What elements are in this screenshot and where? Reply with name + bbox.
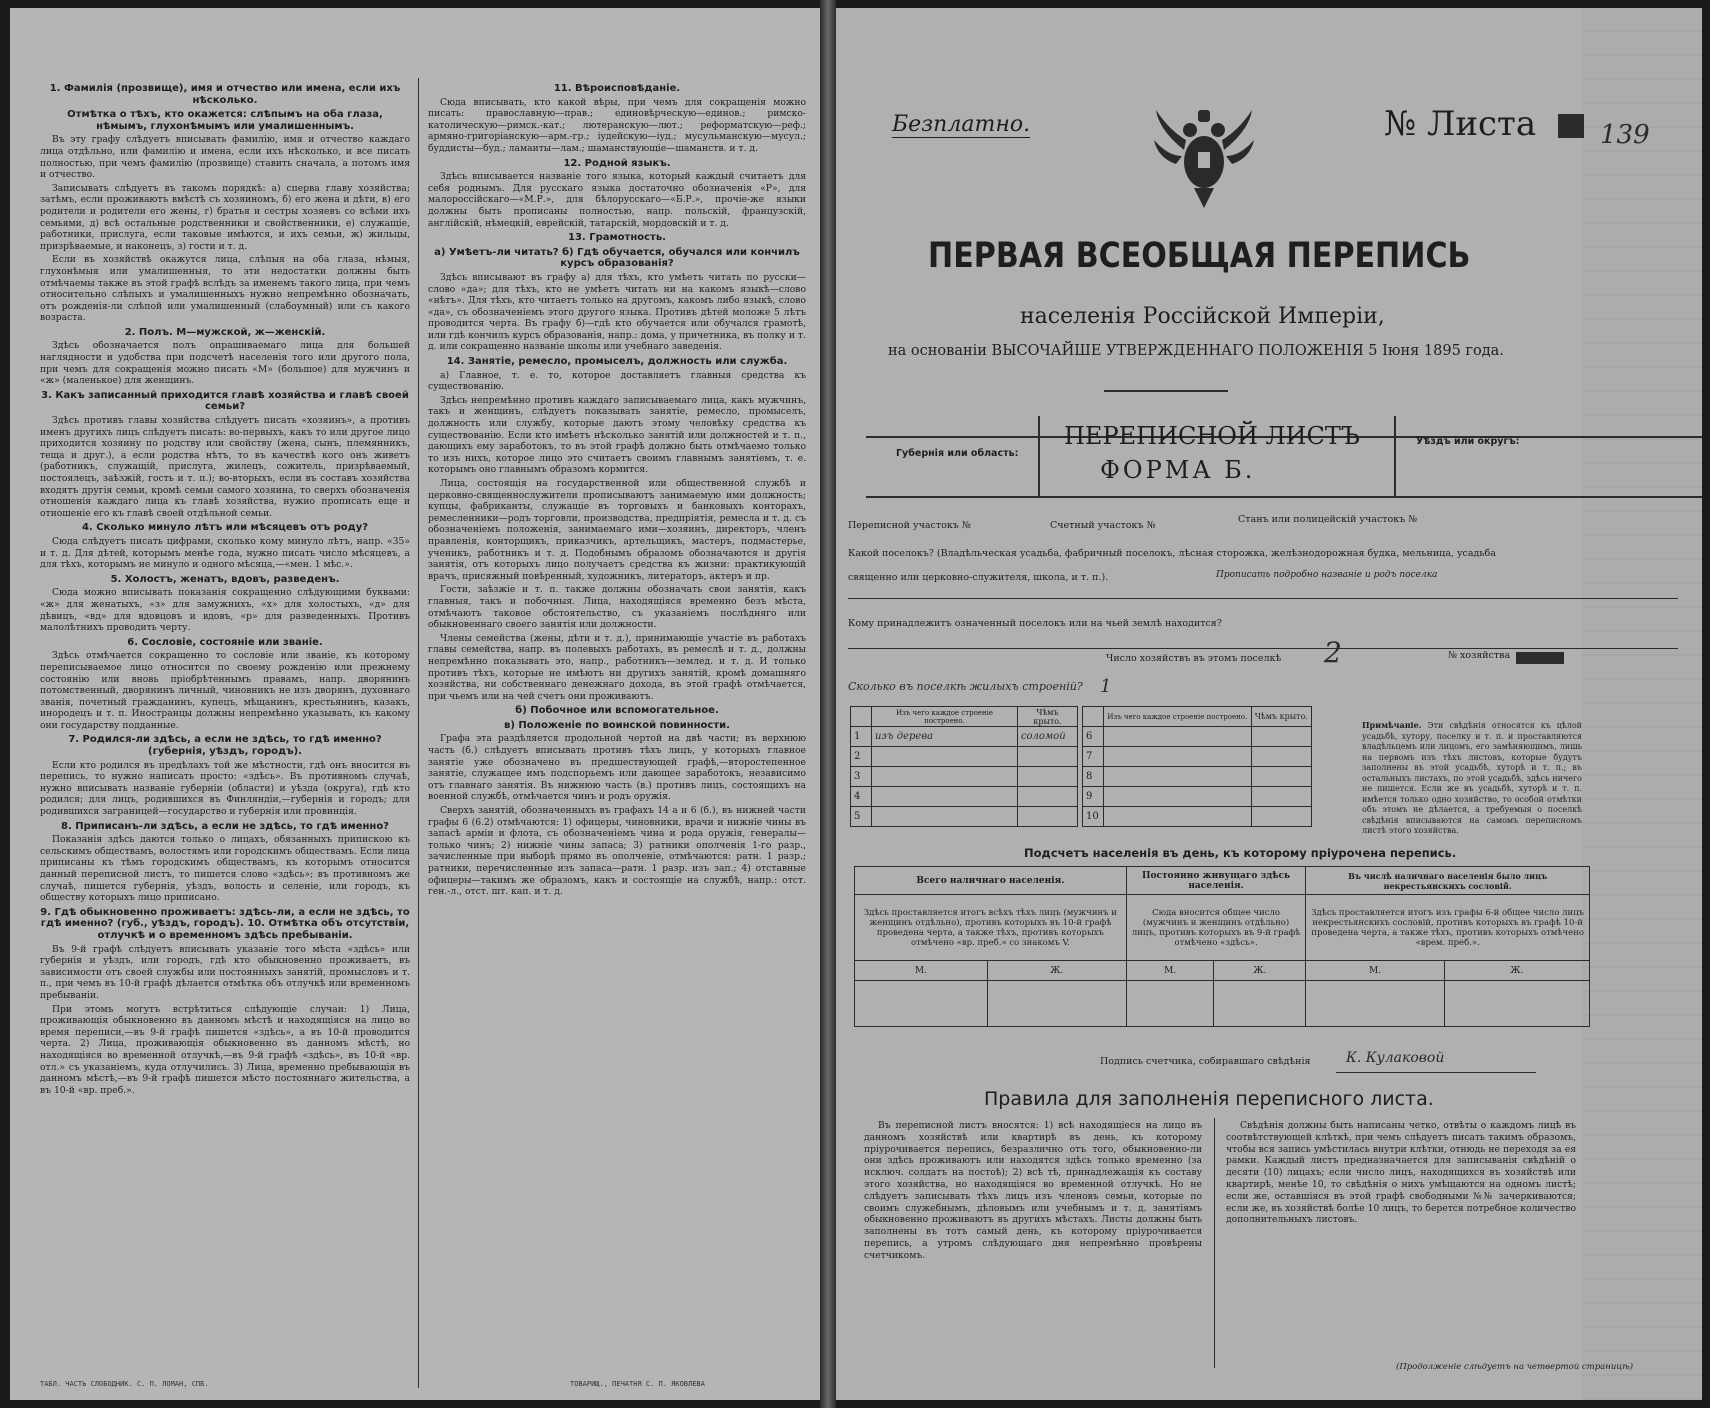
instruction-paragraph: Лица, состоящія на государственной или общественной службѣ и церковно-священнослужители прописываютъ занимаемую ими должность; купцы, фабриканты, служащіе въ торговыхъ и банковыхъ конторахъ, ремесленники—родъ торговли, производства, предпріятія, ремесла и т. д. съ обозначеніемъ положенія, занимаемаго ими—хозяинъ, директоръ, членъ правленія, конторщикъ, приказчикъ, артельщикъ, мастеръ, подмастерье, ученикъ, работникъ и т. д. Подобнымъ образомъ обозначаются и другія занятія, отъ которыхъ лицо получаетъ средства къ жизни: практикующій врачъ, присяжный повѣренный, художникъ, литераторъ, актеръ и пр. bbox=[428, 478, 806, 582]
population-count-title: Подсчетъ населенія въ день, къ которому пріурочена перепись. bbox=[1024, 846, 1457, 860]
printer-imprint-right: ТОВАРИЩ., ПЕЧАТНЯ С. П. ЯКОВЛЕВА bbox=[570, 1380, 705, 1388]
buildings-value: 1 bbox=[1100, 676, 1112, 697]
buildings-table-right: Изъ чего каждое строеніе построено. Чѣмъ крыто. 6 7 8 9 10 bbox=[1082, 706, 1312, 827]
instruction-heading: а) Умѣетъ-ли читать? б) Гдѣ обучается, обучался или кончилъ курсъ образованія? bbox=[434, 246, 800, 270]
instruction-paragraph: Здѣсь противъ главы хозяйства слѣдуетъ писать «хозяинъ», а противъ именъ другихъ лицъ слѣдуетъ писать: во-первыхъ, какъ то или другое лицо приходится хозяину по родству или свойству (жена, сынъ, племянникъ, теща и друг.), а если родства нѣтъ, то въ качествѣ кого онъ живетъ (работникъ, служащій, прислуга, жилецъ, сожитель, призрѣваемый, постоялецъ, заѣзжій, гость и т. п.); во-вторыхъ, если въ составъ хозяйства входятъ другія семьи, кромѣ семьи самого хозяина, то сверхъ обозначенія отношенія каждаго лица къ главѣ хозяйства, нужно прописать еще и отношеніе его къ главѣ своей отдѣльной семьи. bbox=[40, 415, 410, 519]
double-headed-eagle-icon bbox=[1154, 100, 1254, 210]
enumerator-signature-label: Подпись счетчика, собиравшаго свѣдѣнія bbox=[1100, 1056, 1311, 1067]
instruction-paragraph: Здѣсь отмѣчается сокращенно то сословіе или званіе, къ которому переписываемое лицо относится по своему рожденію или прежнему состоянію или вновь пріобрѣтеннымъ правамъ, напр. дворянинъ потомственный, дворянинъ личный, чиновникъ не изъ дворянъ, духовнаго званія, почетный гражданинъ, купецъ, мѣщанинъ, крестьянинъ, казакъ, инородецъ и т. п. Иностранцы должны непремѣнно указывать, къ какому они государству подданные. bbox=[40, 650, 410, 731]
buildings-table-left: Изъ чего каждое строеніе построено. Чѣмъ крыто. 1 изъ дерева соломой 2 3 4 5 bbox=[850, 706, 1078, 827]
sheet-number-redaction bbox=[1558, 114, 1584, 138]
instruction-paragraph: Здѣсь вписывают въ графу а) для тѣхъ, кто умѣетъ читать по русски—слово «да»; для тѣхъ, кто не умѣетъ читать ни на какомъ языкѣ—слово «нѣтъ». Для тѣхъ, кто читаетъ только на другомъ, какомъ либо языкѣ, слово «да», съ обозначеніемъ этого другого языка. Противъ дѣтей моложе 5 лѣтъ проводится черта. Въ графу б)—гдѣ кто обучается или обучался грамотѣ, или гдѣ кончилъ курсъ образованія, напр.: дома, у причетника, въ полку и т. д. или сокращенно названіе школы или учебнаго заведенія. bbox=[428, 271, 806, 353]
gubernia-label: Губернія или область: bbox=[896, 448, 1019, 459]
rules-continued-note: (Продолженіе слѣдуетъ на четвертой страницѣ) bbox=[1396, 1362, 1634, 1372]
instruction-paragraph: Здѣсь обозначается полъ опрашиваемаго лица для большей наглядности и удобства при подсчетѣ населенія того или другого пола, при чемъ для сокращенія можно писать «М» (большое) для мужчинъ и «ж» (маленькое) для женщинъ. bbox=[40, 340, 410, 387]
instruction-heading: 8. Приписанъ-ли здѣсь, а если не здѣсь, то гдѣ именно? bbox=[61, 820, 389, 832]
note-block: Примѣчаніе. Эти свѣдѣнія относятся къ цѣлой усадьбѣ, хутору, поселку и т. п. и проставляются владѣльцемъ или лицомъ, его замѣняющимъ, лишь на первомъ изъ тѣхъ листовъ, которые будутъ заполнены въ этой усадьбѣ, хуторѣ и т. п.; въ остальныхъ листахъ, по этой усадьбѣ, здѣсь ничего не пишется. Если же въ усадьбѣ, хуторѣ и т. п. имѣется только одно хозяйство, то особой отмѣтки объ этомъ не дѣлается, а требуемыя о поселкѣ свѣдѣнія вписываются на самомъ переписномъ листѣ этого хозяйства. bbox=[1362, 720, 1582, 835]
enumerator-signature-value: К. Кулаковой bbox=[1346, 1050, 1445, 1066]
form-title: ПЕРЕПИСНОЙ ЛИСТЪ bbox=[1064, 422, 1360, 450]
instruction-heading: 5. Холостъ, женатъ, вдовъ, разведенъ. bbox=[110, 573, 340, 585]
census-subtitle: населенія Россійской Имперіи, bbox=[1020, 304, 1385, 329]
population-count-table: Всего наличнаго населенія. Постоянно живущаго здѣсь населенія. Въ числѣ наличнаго населенія было лицъ некрестьянскихъ сословій. Здѣсь проставляется итогъ всѣхъ тѣхъ лицъ (мужчинъ и женщинъ отдѣльно), противъ которыхъ въ 10-й графѣ проведена черта, а также тѣхъ, противъ которыхъ отмѣчено «вр. преб.» со знакомъ V. Сюда вносится общее число (мужчинъ и женщинъ отдѣльно) лицъ, противъ которыхъ въ 9-й графѣ отмѣчено «здѣсь». Здѣсь проставляется итогъ изъ графы 6-й общее число лицъ некрестьянскихъ сословій, противъ которыхъ въ графѣ 10-й проведена черта, а также тѣхъ, противъ которыхъ отмѣчено «врем. преб.». М. Ж. М. Ж. М. Ж. bbox=[854, 866, 1590, 1027]
instruction-paragraph: Въ 9-й графѣ слѣдуетъ вписывать указаніе того мѣста «здѣсь» или губернія и уѣздъ, или городъ, гдѣ кто обыкновенно проживаетъ, въ зависимости отъ своей службы или постоянныхъ занятій, промысловъ и т. п., при чемъ въ 10-й графѣ дѣлается отмѣтка объ отлучкѣ или временномъ пребываніи. bbox=[40, 943, 410, 1001]
instruction-paragraph: Члены семейства (жены, дѣти и т. д.), принимающіе участіе въ работахъ главы семейства, напр. въ полевыхъ работахъ, въ ремеслѣ и т. д., должны непремѣнно показывать это, напр., работникъ—землед. и т. д. И только противъ тѣхъ, которые не имѣютъ ни другихъ занятій, кромѣ домашняго хозяйства, ни собственнаго денежнаго дохода, въ этой графѣ отмѣчается, при чьемъ или на чей счетъ они проживаютъ. bbox=[428, 632, 806, 702]
buildings-label: Сколько въ поселкѣ жилыхъ строеній? bbox=[848, 680, 1083, 693]
instruction-paragraph: При этомъ могутъ встрѣтиться слѣдующіе случаи: 1) Лица, проживающія обыкновенно въ данномъ мѣстѣ и находящіяся на лицо во время переписи,—въ 9-й графѣ пишется «здѣсь», а въ 10-й проводится черта. 2) Лица, проживающія обыкновенно въ данномъ мѣстѣ, но находящіяся во временной отлучкѣ,—въ 9-й графѣ «здѣсь», въ 10-й «вр. отл.» съ указаніемъ, куда отлучились. 3) Лица, временно пребывающія въ данномъ мѣстѣ,—въ 9-й графѣ пишется мѣсто постояннаго жительства, а въ 10-й «вр. преб.». bbox=[40, 1003, 410, 1096]
sheet-number-handwritten: 139 bbox=[1600, 120, 1650, 150]
building-row: 4 bbox=[851, 787, 1078, 807]
instruction-heading: 14. Занятіе, ремесло, промыселъ, должность или служба. bbox=[446, 356, 788, 368]
instruction-heading: 11. Вѣроисповѣданіе. bbox=[553, 83, 681, 94]
building-row: 7 bbox=[1083, 747, 1312, 767]
column-divider bbox=[418, 78, 419, 1388]
building-row: 10 bbox=[1083, 807, 1312, 827]
instruction-heading: 9. Гдѣ обыкновенно проживаетъ: здѣсь-ли, а если не здѣсь, то гдѣ именно? (губ., уѣздъ, городъ). 10. Отмѣтка объ отсутствіи, отлучкѣ и о временномъ здѣсь пребываніи. bbox=[40, 906, 410, 941]
page-stack-edge bbox=[1582, 8, 1702, 1400]
printer-imprint-left: ТАБЛ. ЧАСТЬ СЛОБОДНИК. С. П. ЛОМАН, СПБ. bbox=[40, 1380, 209, 1388]
rules-left-text: Въ переписной листъ вносятся: 1) всѣ находящіеся на лицо въ данномъ хозяйствѣ или квартирѣ въ день, къ которому пріурочивается перепись, безразлично отъ того, обыкновенно-ли они здѣсь проживаютъ или находятся здѣсь только временно (за исключ. солдатъ на постоѣ); 2) всѣ тѣ, принадлежащія къ составу этого хозяйства, но находящіяся во временной отлучкѣ. Но не слѣдуетъ записывать тѣхъ лицъ изъ членовъ семьи, которые по своимъ служебнымъ, дѣловымъ или учебнымъ и т. д. занятіямъ обыкновенно проживаютъ въ другихъ мѣстахъ. Листы должны быть заполнены въ тотъ самый день, къ которому пріурочивается перепись, а утромъ слѣдующаго дня непремѣнно провѣрены счетчикомъ. bbox=[864, 1120, 1202, 1261]
household-number-label: № хозяйства bbox=[1448, 650, 1511, 661]
instruction-paragraph: Сюда можно вписывать показанія сокращенно слѣдующими буквами: «ж» для женатыхъ, «з» для замужнихъ, «х» для холостыхъ, «д» для дѣвицъ, «вд» для вдовцовъ и вдовъ, «р» для разведенныхъ. Противъ малолѣтнихъ проводить черту. bbox=[40, 587, 410, 634]
instruction-heading: Отмѣтка о тѣхъ, кто окажется: слѣпымъ на оба глаза, нѣмымъ, глухонѣмымъ или умалишеннымъ. bbox=[67, 109, 383, 132]
book-spine bbox=[820, 0, 836, 1408]
right-page bbox=[836, 8, 1702, 1400]
police-district-label: Станъ или полицейскій участокъ № bbox=[1238, 514, 1418, 525]
regulation-line: на основаніи ВЫСОЧАЙШЕ УТВЕРЖДЕННАГО ПОЛОЖЕНІЯ 5 Іюня 1895 года. bbox=[888, 343, 1504, 359]
households-value: 2 bbox=[1324, 636, 1342, 669]
instruction-paragraph: Гости, заѣзжіе и т. п. также должны обозначать свои занятія, какъ главныя, такъ и побочныя. Лица, находящіяся временно безъ мѣста, отмѣчаютъ таковое обстоятельство, съ указаніемъ послѣдняго или обыкновеннаго своего занятія или должности. bbox=[428, 584, 806, 631]
instruction-paragraph: Сюда слѣдуетъ писать цифрами, сколько кому минуло лѣтъ, напр. «35» и т. д. Для дѣтей, которымъ менѣе года, нужно писать число мѣсяцевъ, а для тѣхъ, которымъ не минуло и одного мѣсяца,—«мен. 1 мѣс.». bbox=[40, 535, 410, 571]
instruction-paragraph: Въ эту графу слѣдуетъ вписывать фамилію, имя и отчество каждаго лица отдѣльно, или фамилію и имена, если ихъ нѣсколько, и все писать полностью, при чемъ фамилію (прозвище) ставить сначала, а потомъ имя и отчество. bbox=[40, 134, 410, 181]
instruction-paragraph: Здѣсь вписывается названіе того языка, который каждый считаетъ для себя роднымъ. Для русскаго языка достаточно обозначенія «Р», для малороссійскаго—«М.Р.», для бѣлорусскаго—«Б.Р.», прочіе-же языки должны быть прописаны полностью, напр. польскій, французскій, англійскій, нѣмецкій, еврейскій, татарскій, мордовскій и т. д. bbox=[428, 171, 806, 229]
left-page bbox=[10, 8, 820, 1400]
building-row: 3 bbox=[851, 767, 1078, 787]
settlement-question: Какой поселокъ? (Владѣльческая усадьба, фабричный поселокъ, лѣсная сторожка, желѣзнодорожная будка, мельница, усадьба священно или церковно-служителя, школа, и т. п.). bbox=[848, 548, 1496, 583]
building-row: 1 изъ дерева соломой bbox=[851, 727, 1078, 747]
census-title: ПЕРВАЯ ВСЕОБЩАЯ ПЕРЕПИСЬ bbox=[928, 236, 1471, 276]
instruction-heading: 4. Сколько минуло лѣтъ или мѣсяцевъ отъ роду? bbox=[81, 522, 369, 534]
instruction-paragraph: Сверхъ занятій, обозначенныхъ въ графахъ 14 а и 6 (б.), въ нижней части графы 6 (6.2) отмѣчаются: 1) офицеры, чиновники, врачи и нижніе чины въ запасѣ арміи и флота, съ обозначеніемъ чина и рода оружія, генералы—только чинъ; 2) нижніе чины запаса; 3) ратники ополченія 1-го разр., зачисленные при выборѣ прямо въ ополченіе, отмѣчаются: ратн. 1 разр.; ратники, перечисленные изъ запаса—ратн. 1 разр. изъ зап.; 4) отставные офицеры—такимъ же образомъ, какъ и состоящіе на службѣ, напр.: отст. ген.-л., отст. шт. кап. и т. д. bbox=[428, 805, 806, 898]
instruction-paragraph: Если кто родился въ предѣлахъ той же мѣстности, гдѣ онъ вносится въ перепись, то нужно написать просто: «здѣсь». Въ противномъ случаѣ, нужно вписывать названіе губерніи (области) и уѣзда (округа), гдѣ кто родился; для лицъ, родившихся въ Финляндіи,—губернія и городъ; для родившихся заграницей—государство и губернія или провинція. bbox=[40, 759, 410, 818]
instruction-heading: в) Положеніе по воинской повинности. bbox=[504, 719, 730, 731]
rules-title: Правила для заполненія переписного листа. bbox=[984, 1088, 1434, 1110]
census-district-label: Переписной участокъ № bbox=[848, 520, 971, 531]
settlement-hint: Прописать подробно названіе и родъ поселка bbox=[1216, 570, 1438, 580]
rules-right-text: Свѣдѣнія должны быть написаны четко, отвѣты о каждомъ лицѣ въ соотвѣтствующей клѣткѣ, при чемъ слѣдуетъ писать такимъ образомъ, чтобы вся запись умѣстилась внутри клѣтки, отнюдь не переходя за ея рамки. Каждый листъ предназначается для записыванія свѣдѣній о десяти (10) лицахъ; если число лицъ, находящихся въ хозяйствѣ или квартирѣ, менѣе 10, то свѣдѣнія о нихъ умѣщаются на одномъ листѣ; если же, оставшіяся въ этой графѣ свободными №№ зачеркиваются; если же, въ хозяйствѣ болѣе 10 лицъ, то берется потребное количество дополнительныхъ листовъ. bbox=[1226, 1120, 1576, 1226]
instruction-heading: 6. Сословіе, состояніе или званіе. bbox=[127, 636, 323, 648]
instruction-heading: 12. Родной языкъ. bbox=[563, 157, 671, 169]
instruction-paragraph: Здѣсь непремѣнно противъ каждаго записываемаго лица, какъ мужчинъ, такъ и женщинъ, слѣдуетъ показывать занятіе, ремесло, промыселъ, должность или службу, которые даютъ этому человѣку средства къ существованію. Если кто имѣетъ нѣсколько занятій или должностей и т. п., дающихъ ему заработокъ, то въ этой графѣ должно быть отмѣчаемо только то изъ нихъ, которое лицо это считаетъ своимъ главнымъ занятіемъ, т. е. которымъ оно главнымъ образомъ кормится. bbox=[428, 394, 806, 476]
instruction-heading: б) Побочное или вспомогательное. bbox=[515, 705, 719, 717]
instructions-column-1 bbox=[40, 80, 410, 1098]
instructions-column-2 bbox=[428, 80, 806, 900]
building-row: 6 bbox=[1083, 727, 1312, 747]
households-label: Число хозяйствъ въ этомъ поселкѣ bbox=[1106, 653, 1282, 664]
instruction-heading: 1. Фамилія (прозвище), имя и отчество или имена, если ихъ нѣсколько. bbox=[49, 83, 401, 106]
instruction-heading: 7. Родился-ли здѣсь, а если не здѣсь, то гдѣ именно? (губернія, уѣздъ, городъ). bbox=[68, 734, 382, 758]
building-row: 9 bbox=[1083, 787, 1312, 807]
instruction-paragraph: Показанія здѣсь даются только о лицахъ, обязанныхъ припискою къ сельскимъ обществамъ, волостямъ или городскимъ обществамъ. Если лица приписаны къ тѣмъ городскимъ обществамъ, къ которымъ относится данный переписной листъ, то пишется слово «здѣсь»; въ противномъ же случаѣ, пишется губернія, уѣздъ, волость и селеніе, или городъ, къ обществу которыхъ лицо приписано. bbox=[40, 834, 410, 904]
instruction-paragraph: а) Главное, т. е. то, которое доставляетъ главныя средства къ существованію. bbox=[428, 369, 806, 393]
building-row: 8 bbox=[1083, 767, 1312, 787]
instruction-paragraph: Если въ хозяйствѣ окажутся лица, слѣпыя на оба глаза, нѣмыя, глухонѣмыя или умалишенныя, то эти недостатки должны быть отмѣчаемы также въ этой графѣ вслѣдъ за именемъ такого лица, при чемъ относительно слѣпыхъ и умалишенныхъ нужно непремѣнно обозначать, отъ рожденія-ли слѣпой или умалишенный (слабоумный) или съ какого возраста. bbox=[40, 254, 410, 324]
land-owner-question: Кому принадлежитъ означенный поселокъ или на чьей землѣ находится? bbox=[848, 618, 1222, 629]
instruction-paragraph: Сюда вписывать, кто какой вѣры, при чемъ для сокращенія можно писать: православную—прав.; единовѣрческую—единов.; римско-католическую—римск.-кат.; лютеранскую—лют.; реформатскую—реф.; армяно-григоріанскую—арм.-гр.; іудейскую—іуд.; мусульманскую—мусул.; буддисты—буд.; ламаиты—лам.; шаманствующіе—шаманств. и т. д. bbox=[428, 96, 806, 154]
free-label: Безплатно. bbox=[892, 112, 1031, 137]
instruction-heading: 3. Какъ записанный приходится главѣ хозяйства и главѣ своей семьи? bbox=[41, 389, 409, 413]
uezd-label: Уѣздъ или округъ: bbox=[1416, 436, 1520, 447]
sheet-number-label: № Листа bbox=[1384, 104, 1537, 144]
form-subtitle: ФОРМА Б. bbox=[1100, 456, 1256, 484]
building-row: 2 bbox=[851, 747, 1078, 767]
instruction-paragraph: Записывать слѣдуетъ въ такомъ порядкѣ: а) сперва главу хозяйства; затѣмъ, если проживаютъ вмѣстѣ съ хозяиномъ, б) его жена и дѣти, в) его родители и родители его жены, г) братья и сестры хозяевъ со всѣми ихъ семьями, д) всѣ остальные родственники и свойственники, е) служащіе, работники, прислуга, если таковые имѣются, и ихъ семьи, ж) жильцы, призрѣваемые, и наконецъ, з) гости и т. д. bbox=[40, 182, 410, 252]
instruction-heading: 13. Грамотность. bbox=[568, 232, 666, 244]
instruction-paragraph: Графа эта раздѣляется продольной чертой на двѣ части; въ верхнюю часть (б.) слѣдуетъ вписывать противъ тѣхъ лицъ, у которыхъ главное занятіе уже обозначено въ предшествующей графѣ,—второстепенное занятіе, служащее имъ подспорьемъ или дающее заработокъ, независимо отъ главнаго занятія. Въ нижнюю часть (в.) противъ лицъ, состоящихъ на военной службѣ, отмѣчается чинъ и родъ оружія. bbox=[428, 733, 806, 803]
instruction-heading: 2. Полъ. М—мужской, ж—женскій. bbox=[124, 326, 326, 338]
household-number-redaction bbox=[1516, 652, 1564, 664]
building-row: 5 bbox=[851, 807, 1078, 827]
counting-district-label: Счетный участокъ № bbox=[1050, 520, 1156, 531]
